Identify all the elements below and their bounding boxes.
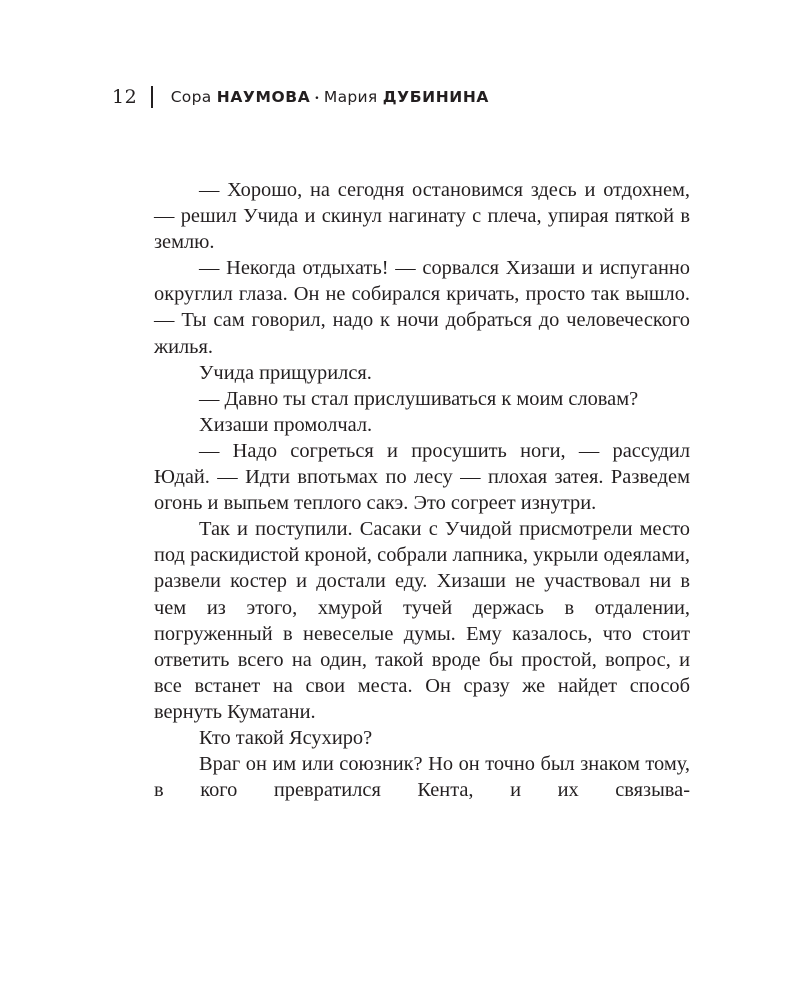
header-divider bbox=[151, 86, 153, 108]
page-body-text bbox=[154, 177, 690, 803]
author-separator-dot: • bbox=[314, 94, 320, 104]
page-number: 12 bbox=[112, 86, 138, 108]
paragraph-continues: Враг он им или союзник? Но он точно был знаком тому, в кого превратился Кента, и их связыва- bbox=[154, 753, 690, 802]
paragraph: — Давно ты стал прислушиваться к моим словам? bbox=[199, 387, 639, 410]
author-credit bbox=[171, 88, 489, 106]
author2-first-name: Мария bbox=[323, 88, 378, 106]
paragraph: — Некогда отдыхать! — сорвался Хизаши и испуганно округлил глаза. Он не собирался кричать, просто так вышло. — Ты сам говорил, надо к ночи добраться до человеческого жилья. bbox=[154, 257, 690, 358]
paragraph: Так и поступили. Сасаки с Учидой присмотрели место под раскидистой кроной, собрали лапника, укрыли одеялами, развели костер и достали еду. Хизаши не участвовал ни в чем из этого, хмурой тучей держась в отдалении, погруженный в невеселые думы. Ему казалось, что стоит ответить всего на один, такой вроде бы простой, вопрос, и все встанет на свои места. Он сразу же найдет способ вернуть Куматани. bbox=[154, 518, 690, 723]
paragraph: Учида прищурился. bbox=[199, 361, 372, 384]
running-head bbox=[112, 84, 489, 110]
paragraph: Хизаши промолчал. bbox=[199, 413, 373, 436]
paragraph: — Хорошо, на сегодня остановимся здесь и отдохнем, — решил Учида и скинул нагинату с плеча, упирая пяткой в землю. bbox=[154, 179, 690, 254]
paragraph: Кто такой Ясухиро? bbox=[199, 726, 373, 749]
paragraph: — Надо согреться и просушить ноги, — рассудил Юдай. — Идти впотьмах по лесу — плохая затея. Разведем огонь и выпьем теплого сакэ. Это согреет изнутри. bbox=[154, 439, 690, 515]
author1-last-name: НАУМОВА bbox=[216, 88, 311, 106]
author2-last-name: ДУБИНИНА bbox=[382, 88, 490, 106]
author1-first-name: Сора bbox=[170, 88, 212, 106]
